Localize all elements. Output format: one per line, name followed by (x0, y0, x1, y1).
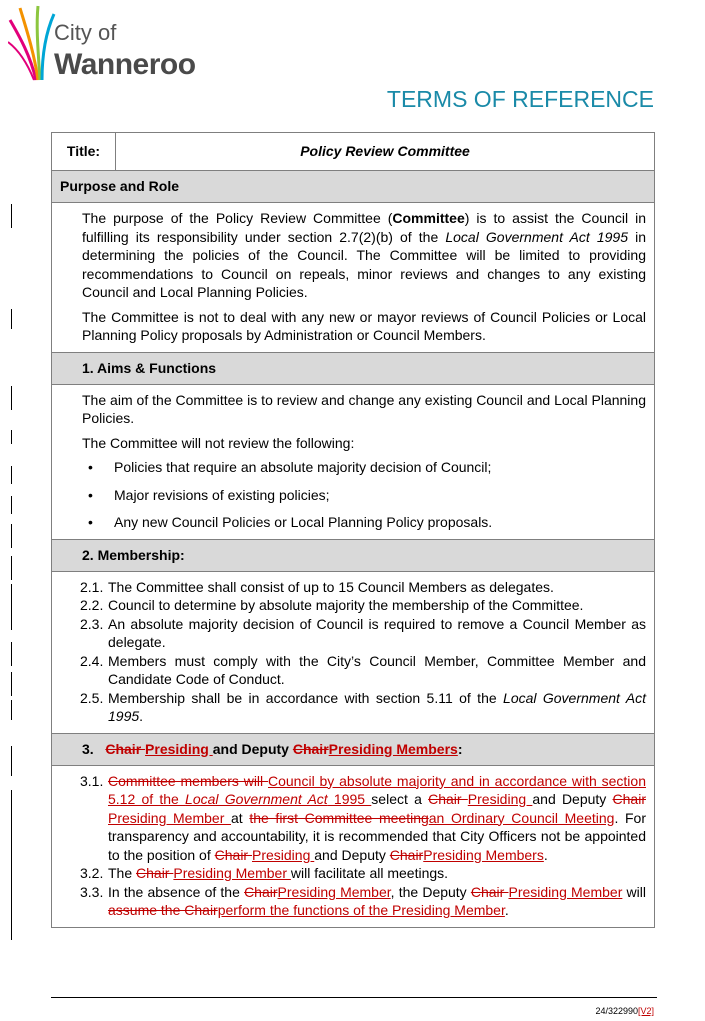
change-bar (11, 309, 12, 329)
change-bar (11, 790, 12, 940)
purpose-paragraph-1: The purpose of the Policy Review Committee (Committee) is to assist the Council in fulfilling its responsibility under section 2.7(2)(b) of the Local Government Act 1995 in determining the policies of the Council. The Committee will be limited to providing recommendations to Council on repeals, minor reviews and changes to any existing Council and Local Planning Policies. (82, 210, 646, 300)
section-heading-presiding: 3. Chair Presiding and Deputy ChairPresiding Members: (52, 733, 655, 765)
change-bar (11, 584, 12, 630)
section-body-presiding (52, 765, 655, 927)
list-item: • Major revisions of existing policies; (82, 486, 646, 505)
aims-bullet-list (82, 458, 646, 532)
change-bar (11, 746, 12, 776)
section-body-aims (52, 384, 655, 539)
list-item: 2.2. Council to determine by absolute majority the membership of the Committee. (80, 597, 584, 613)
city-logo (8, 4, 228, 84)
change-bar (11, 430, 12, 444)
list-item: 3.2. The Chair Presiding Member will facilitate all meetings. (80, 865, 449, 881)
change-bar (11, 524, 12, 548)
change-bar (11, 496, 12, 514)
title-value: Policy Review Committee (116, 133, 655, 171)
change-bar (11, 204, 12, 228)
footer-divider (51, 997, 657, 998)
list-item: 2.4. Members must comply with the City’s Council Member, Committee Member and Candidate Code of Conduct. (80, 652, 646, 687)
logo-city-text: City of (54, 20, 117, 45)
section-heading-purpose: Purpose and Role (52, 171, 655, 203)
logo-wanneroo-text: Wanneroo (54, 48, 196, 81)
list-item: 2.1. The Committee shall consist of up to 15 Council Members as delegates. (80, 578, 554, 595)
change-bar (11, 466, 12, 484)
list-item: 3.3. In the absence of the ChairPresiding Member, the Deputy Chair Presiding Member will assume the Chairperform the functions of the Presiding Member. (80, 883, 646, 918)
logo-swirl-icon (8, 4, 56, 82)
list-item: • Policies that require an absolute majority decision of Council; (82, 458, 646, 477)
aims-paragraph-1: The aim of the Committee is to review and change any existing Council and Local Planning Policies. (82, 391, 646, 426)
list-item: 2.5. Membership shall be in accordance with section 5.11 of the Local Government Act 1995. (80, 689, 646, 724)
document-heading: TERMS OF REFERENCE (386, 86, 654, 112)
change-bar (11, 642, 12, 666)
change-bar (11, 672, 12, 696)
change-bar (11, 386, 12, 410)
section-body-purpose (52, 203, 655, 353)
list-item: 3.1. Committee members will Council by absolute majority and in accordance with section 5.12 of the Local Government Act 1995 select a Chair Presiding and Deputy Chair Presiding Member at the first Committee meetingan Ordinary Council Meeting. For transparency and accountability, it is recommended that City Officers not be appointed to the position of Chair Presiding and Deputy ChairPresiding Members. (80, 772, 646, 863)
change-bar (11, 556, 12, 580)
purpose-paragraph-2: The Committee is not to deal with any new or mayor reviews of Council Policies or Local Planning Policy proposals by Administration or Council Members. (82, 308, 646, 343)
section-body-membership (52, 571, 655, 733)
change-bar (11, 700, 12, 720)
list-item: • Any new Council Policies or Local Planning Policy proposals. (82, 513, 646, 532)
title-label: Title: (52, 133, 116, 171)
footer-reference: 24/322990[V2] (595, 1006, 654, 1016)
section-heading-membership: 2. Membership: (52, 539, 655, 571)
section-heading-aims: 1. Aims & Functions (52, 352, 655, 384)
aims-paragraph-2: The Committee will not review the following: (82, 434, 355, 451)
list-item: 2.3. An absolute majority decision of Council is required to remove a Council Member as delegate. (80, 615, 646, 650)
terms-table (51, 132, 655, 928)
